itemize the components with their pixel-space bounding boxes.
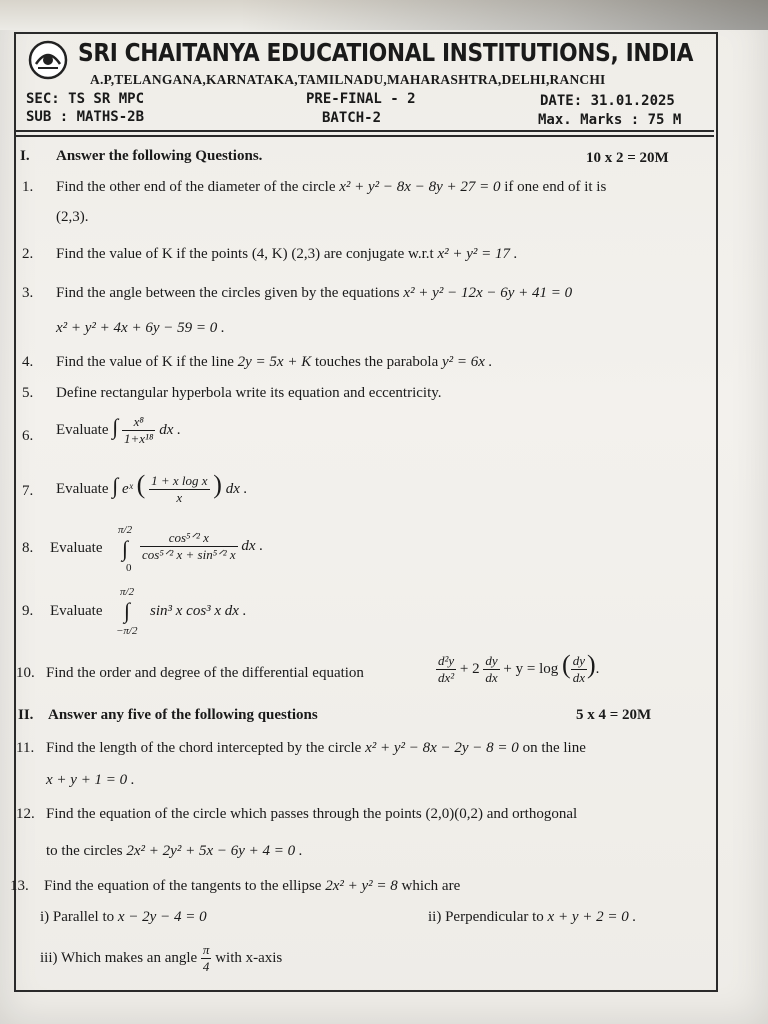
q7-right-paren: ) (213, 470, 222, 499)
max-marks: Max. Marks : 75 M (538, 112, 682, 128)
q4-number: 4. (22, 354, 34, 370)
q3-text-a: Find the angle between the circles given by the equations (56, 285, 400, 301)
exam-date: DATE: 31.01.2025 (540, 93, 675, 109)
q12-points: (2,0)(0,2) (425, 806, 483, 822)
institute-name: SRI CHAITANYA EDUCATIONAL INSTITUTIONS, INDIA (78, 38, 694, 67)
header-rule-2 (14, 135, 714, 137)
q6-number: 6. (22, 428, 34, 444)
q12-text-c: to the circles (46, 843, 123, 859)
q13-text-b: which are (401, 878, 461, 894)
q7-evaluate: Evaluate (56, 481, 109, 497)
q11-number: 11. (16, 740, 35, 756)
q13-part-i (40, 909, 207, 926)
q7-numerator: 1 + x log x (151, 473, 208, 489)
q10-text: Find the order and degree of the differential equation (46, 665, 364, 681)
q1-equation: x² + y² − 8x − 8y + 27 = 0 (339, 179, 501, 195)
section-1-marks: 10 x 2 = 20M (586, 150, 669, 166)
q7-dx: dx . (225, 481, 248, 497)
q8-fraction-wrap (140, 530, 263, 563)
institute-logo-icon (28, 40, 68, 80)
q11-text (46, 740, 586, 757)
q6-fraction (122, 414, 155, 447)
q9-number: 9. (22, 603, 34, 619)
q2-text-b: are conjugate w.r.t (323, 246, 434, 262)
q9-upper-limit: π/2 (120, 586, 135, 598)
q10-number: 10. (16, 665, 35, 681)
exam-name: PRE-FINAL - 2 (306, 91, 416, 107)
q8-upper-limit: π/2 (118, 524, 133, 536)
q6-text (56, 414, 181, 447)
q2-text-a: Find the value of K if the points (56, 246, 249, 262)
q11-text-a: Find the length of the chord intercepted by the circle (46, 740, 362, 756)
q8-denominator: cos⁵ᐟ² x + sin⁵ᐟ² x (142, 547, 236, 562)
page-shadow (240, 0, 768, 30)
q13-ellipse-equation: 2x² + y² = 8 (325, 878, 398, 894)
q13-number: 13. (10, 878, 29, 894)
q4-parabola-equation: y² = 6x . (442, 354, 493, 370)
q13-text-a: Find the equation of the tangents to the ellipse (44, 878, 322, 894)
q9-integral-sign: ∫ (124, 598, 131, 623)
q10-period: . (595, 661, 600, 677)
q7-integral-sign: ∫ (112, 473, 119, 498)
q3-equation-2 (56, 320, 225, 337)
q10-expression: + y = log (503, 661, 559, 677)
q6-denominator: 1+x¹⁸ (124, 431, 154, 447)
q13-four: 4 (202, 959, 210, 974)
q12-text (46, 806, 577, 823)
q7-denominator: x (176, 490, 183, 506)
states-line: A.P,TELANGANA,KARNATAKA,TAMILNADU,MAHARASHTRA,DELHI,RANCHI (90, 72, 606, 87)
q4-line-equation: 2y = 5x + K (237, 354, 312, 370)
q4-text-b: touches the parabola (314, 354, 439, 370)
q11-circle-equation: x² + y² − 8x − 2y − 8 = 0 (365, 740, 519, 756)
q11-text-b: on the line (522, 740, 586, 756)
section-code: SEC: TS SR MPC (26, 91, 145, 107)
q11-line: x + y + 1 = 0 . (46, 772, 135, 788)
section-2-title: Answer any five of the following questions (48, 707, 318, 723)
q12-text-a: Find the equation of the circle which passes through the points (46, 806, 422, 822)
q1-text-b: if one end of it is (504, 179, 607, 195)
q10-left-paren: ( (562, 650, 571, 679)
q12-line-2 (46, 843, 303, 860)
q8-number: 8. (22, 540, 34, 556)
q10-right-paren: ) (586, 650, 596, 679)
q10-log-derivative (571, 653, 587, 686)
q12-number: 12. (16, 806, 35, 822)
q6-dx: dx . (159, 422, 181, 438)
q10-first-derivative (483, 653, 499, 686)
q13-pi: π (202, 942, 210, 957)
q10-dx2: dx² (438, 670, 455, 686)
q8-integral-sign: ∫ (122, 536, 129, 561)
q10-log-dx: dx (572, 670, 585, 686)
header-rule-1 (14, 130, 714, 132)
q2-number: 2. (22, 246, 34, 262)
q6-integral-sign: ∫ (112, 414, 119, 439)
q1-number: 1. (22, 179, 34, 195)
q12-text-b: and orthogonal (486, 806, 578, 822)
q3-equation-1: x² + y² − 12x − 6y + 41 = 0 (403, 285, 573, 301)
q2-text (56, 246, 518, 263)
q7-exponential: eˣ (122, 481, 133, 497)
q9-expression: sin³ x cos³ x dx . (150, 603, 247, 619)
q2-points: (4, K) (2,3) (251, 246, 321, 262)
q13-part-ii (428, 909, 636, 926)
q8-evaluate: Evaluate (50, 540, 103, 556)
q7-left-paren: ( (136, 470, 146, 499)
q13-ii-label: ii) Perpendicular to (428, 909, 544, 925)
q13-part-iii (40, 942, 282, 975)
q9-evaluate: Evaluate (50, 603, 103, 619)
q1-text-a: Find the other end of the diameter of the circle (56, 179, 336, 195)
q8-lower-limit: 0 (126, 562, 132, 574)
q13-ii-equation: x + y + 2 = 0 . (547, 909, 637, 925)
q10-equation (436, 650, 599, 686)
q8-numerator: cos⁵ᐟ² x (140, 530, 238, 547)
q13-iii-label: iii) Which makes an angle (40, 949, 198, 966)
q1-point: (2,3). (56, 209, 89, 225)
q7-fraction (149, 473, 209, 506)
q13-i-label: i) Parallel to (40, 909, 115, 925)
q10-d2y: d²y (438, 653, 455, 669)
q10-plus-two: + 2 (459, 661, 480, 677)
q7-number: 7. (22, 483, 34, 499)
q13-pi-over-4 (201, 942, 212, 975)
q5-text: Define rectangular hyperbola write its equation and eccentricity. (56, 385, 442, 401)
q2-equation: x² + y² = 17 . (437, 246, 518, 262)
q13-text (44, 878, 460, 895)
q5-number: 5. (22, 385, 34, 401)
section-1-label: I. (20, 148, 30, 164)
q1-text (56, 179, 606, 196)
section-2-label: II. (18, 707, 34, 723)
q10-dx: dx (485, 670, 498, 686)
q13-iii-text: with x-axis (215, 949, 283, 966)
q9-lower-limit: −π/2 (116, 625, 138, 637)
q3-equation-2-text: x² + y² + 4x + 6y − 59 = 0 . (56, 320, 225, 336)
q6-evaluate: Evaluate (56, 422, 109, 438)
q13-i-equation: x − 2y − 4 = 0 (117, 909, 207, 925)
q8-dx: dx . (241, 537, 264, 554)
q12-circle-equation: 2x² + 2y² + 5x − 6y + 4 = 0 . (126, 843, 303, 859)
section-2-marks: 5 x 4 = 20M (576, 707, 652, 723)
q10-second-derivative (436, 653, 456, 686)
q7-text (56, 470, 247, 506)
q8-fraction (140, 530, 238, 563)
subject: SUB : MATHS-2B (26, 109, 145, 125)
q4-text (56, 354, 492, 371)
q3-number: 3. (22, 285, 34, 301)
q4-text-a: Find the value of K if the line (56, 354, 234, 370)
q10-dy: dy (485, 653, 498, 669)
batch: BATCH-2 (322, 110, 382, 126)
q3-text (56, 285, 572, 302)
q10-log-dy: dy (572, 653, 585, 669)
q6-numerator: x⁸ (122, 414, 155, 431)
section-1-title: Answer the following Questions. (56, 148, 263, 164)
